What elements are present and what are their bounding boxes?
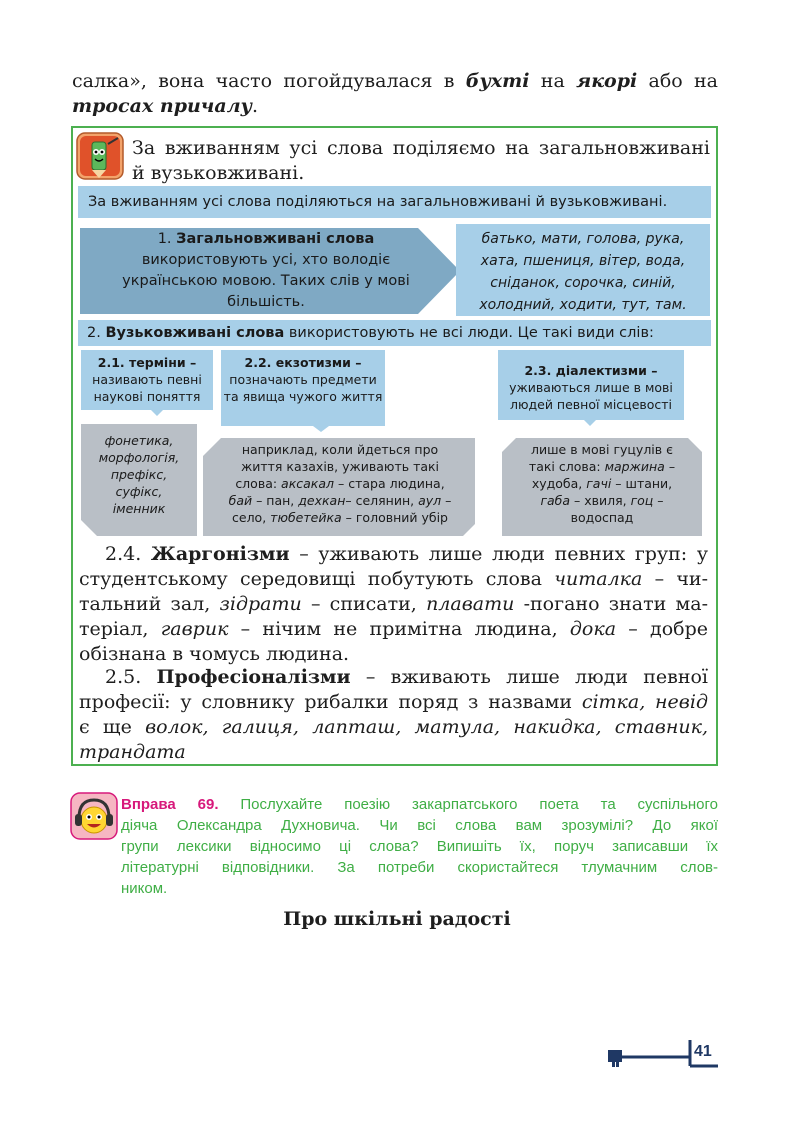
ex23-text: лише в мові гуцулів є такі слова: маржина – худоба, гачі – штани, габа – хвиля, гоц – водоспад <box>528 442 676 525</box>
card22-text: 2.2. екзотизми – позначають предмети та явища чужого життя <box>223 355 383 404</box>
classification-banner: За вживанням усі слова поділяються на загальновживані й вузьковживані. <box>78 186 711 218</box>
rule-statement: За вживанням усі слова поділяємо на загальновживані й вузьковживані. <box>132 137 710 184</box>
intro-line-2: тросах причалу. <box>72 95 259 117</box>
page-number: 41 <box>694 1043 712 1060</box>
intro-line-1: салка», вона часто погойдувалася в бухті на якорі або на <box>72 70 719 92</box>
section2-banner: 2. Вузьковживані слова використовують не всі люди. Це такі види слів: <box>78 320 711 346</box>
card23-text: 2.3. діалектизми – уживаються лише в мові людей певної місцевості <box>509 363 673 412</box>
examples1-text: батько, мати, голова, рука, хата, пшениця, вітер, вода, сніданок, сорочка, синій, холодний, ходити, тут, там. <box>479 231 687 313</box>
book-icon <box>608 1050 622 1067</box>
ex21-text: фонетика, морфологія, префікс, суфікс, іменник <box>98 433 180 516</box>
card21-text: 2.1. терміни – називають певні наукові поняття <box>92 355 202 404</box>
pencil-mascot-icon <box>76 132 124 180</box>
ex22-text: наприклад, коли йдеться про життя казахів, уживають такі слова: аксакал – стара людина, бай – пан, дехкан– селянин, аул – село, тюбетейка – головний убір <box>228 442 452 525</box>
paragraph-professionalisms: 2.5. Професіоналізми – вживають лише люди певної професії: у словнику рибалки поряд з назвами сітка, невід є ще волок, галиця, лапташ, матула, накидка, ставник, трандата <box>79 666 709 763</box>
headphones-smiley-icon <box>70 792 118 840</box>
section1-text: 1. Загальновживані слова використовують усі, хто володіє українською мовою. Таких слів у мові більшість. <box>122 231 410 310</box>
poem-title: Про шкільні радості <box>283 908 511 930</box>
exercise-69: Вправа 69. Послухайте поезію закарпатського поета та суспільного діяча Олександра Духновича. Чи всі слова вам зрозумілі? До якої групи лексики відносимо ці слова? Випишіть їх, поруч записавши їх літературні відповідники. За потреби скористайтеся тлумачним слов- ником. <box>121 796 718 897</box>
paragraph-jargonisms: 2.4. Жаргонізми – уживають лише люди певних груп: у студентському середовищі побутують слова читалка – чи- тальний зал, зідрати – списати, плавати -погано знати ма- теріал, гаврик – нічим не примітна людина, дока – добре обізнана в чомусь людина. <box>79 543 709 665</box>
